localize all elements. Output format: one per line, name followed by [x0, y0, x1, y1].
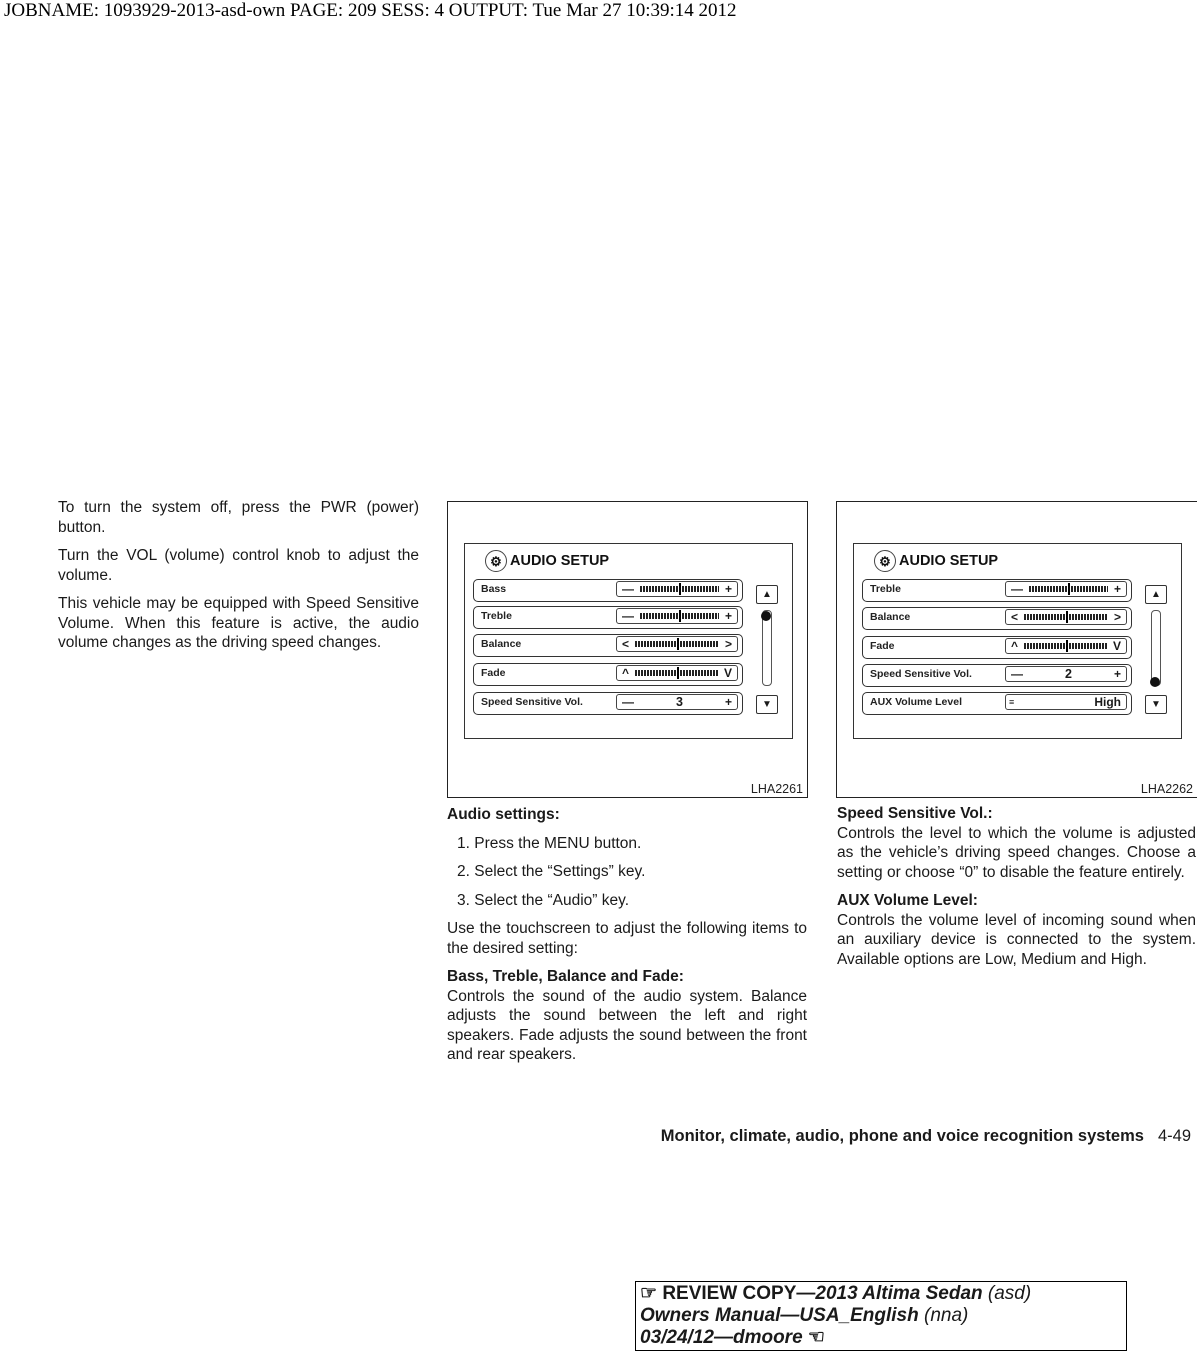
- speed-sensitive-stepper[interactable]: [616, 694, 738, 710]
- step-2: 2. Select the “Settings” key.: [457, 863, 646, 880]
- manual-name: Owners Manual—USA_English: [640, 1305, 919, 1326]
- level-indicator-icon: ≡: [1009, 697, 1015, 707]
- aux-volume-level-control[interactable]: [1005, 694, 1127, 710]
- figure-audio-setup-2: [836, 501, 1197, 798]
- pointing-hand-icon: ☞: [640, 1283, 658, 1304]
- scroll-up-icon[interactable]: ▲: [756, 585, 778, 604]
- aux-volume-body: Controls the volume level of incoming sound when an auxiliary device is connected to the system. Available options are Low, Medium and High.: [837, 911, 1196, 968]
- screen-title-text: AUDIO SETUP: [899, 553, 999, 569]
- decrease-icon[interactable]: —: [622, 609, 634, 623]
- treble-slider[interactable]: [616, 608, 738, 624]
- down-arrow-icon[interactable]: V: [1112, 639, 1121, 653]
- row-label: Fade: [481, 667, 506, 679]
- setting-row-bass[interactable]: [473, 579, 743, 602]
- right-column: [837, 804, 1196, 978]
- figure-label: LHA2261: [750, 782, 803, 796]
- treble-slider[interactable]: [1005, 581, 1127, 597]
- bass-treble-body: Controls the sound of the audio system. Balance adjusts the sound between the left and right speakers. Fade adjusts the sound between the front and rear speakers.: [447, 987, 807, 1063]
- settings-gear-icon: ⚙: [485, 550, 507, 572]
- increase-icon[interactable]: +: [1113, 582, 1121, 596]
- level-bar: [635, 670, 718, 676]
- level-bar: [640, 586, 719, 592]
- vehicle-name: 2013 Altima Sedan: [815, 1283, 983, 1304]
- row-label: Balance: [870, 611, 911, 623]
- screen-title: [485, 550, 609, 572]
- increase-icon[interactable]: +: [1113, 667, 1121, 681]
- settings-gear-icon: ⚙: [874, 550, 896, 572]
- fade-slider[interactable]: [1005, 638, 1127, 654]
- heading-audio-settings: Audio settings:: [447, 806, 560, 823]
- level-bar: [1029, 586, 1108, 592]
- setting-row-aux-volume[interactable]: [862, 692, 1132, 715]
- heading-speed-sensitive: Speed Sensitive Vol.:: [837, 805, 993, 822]
- step-3: 3. Select the “Audio” key.: [457, 891, 630, 909]
- fade-slider[interactable]: [616, 665, 738, 681]
- left-arrow-icon[interactable]: <: [622, 637, 630, 651]
- review-date-author: 03/24/12—dmoore: [640, 1327, 803, 1348]
- up-arrow-icon[interactable]: ^: [622, 666, 630, 680]
- paragraph-volume: Turn the VOL (volume) control knob to adjust the volume.: [58, 547, 419, 584]
- setting-row-balance[interactable]: [473, 634, 743, 657]
- instruction-text: Use the touchscreen to adjust the following items to the desired setting:: [447, 920, 807, 957]
- increase-icon[interactable]: +: [724, 582, 732, 596]
- row-label: Treble: [870, 583, 901, 595]
- left-column: [58, 498, 419, 662]
- decrease-icon[interactable]: —: [622, 695, 634, 709]
- heading-bass-treble: Bass, Treble, Balance and Fade:: [447, 968, 684, 985]
- setting-row-balance[interactable]: [862, 607, 1132, 630]
- row-label: Speed Sensitive Vol.: [870, 668, 972, 680]
- increase-icon[interactable]: +: [724, 695, 732, 709]
- setting-row-speed-sensitive[interactable]: [862, 664, 1132, 687]
- review-label: REVIEW COPY—: [662, 1283, 816, 1304]
- down-arrow-icon[interactable]: V: [723, 666, 732, 680]
- review-copy-box: [635, 1281, 1127, 1351]
- job-header: JOBNAME: 1093929-2013-asd-own PAGE: 209 SESS: 4 OUTPUT: Tue Mar 27 10:39:14 2012: [4, 0, 737, 21]
- decrease-icon[interactable]: —: [622, 582, 634, 596]
- paragraph-power: To turn the system off, press the PWR (power) button.: [58, 499, 419, 536]
- balance-slider[interactable]: [616, 636, 738, 652]
- balance-slider[interactable]: [1005, 609, 1127, 625]
- manual-code: (nna): [918, 1305, 969, 1326]
- right-arrow-icon[interactable]: >: [724, 637, 732, 651]
- left-arrow-icon[interactable]: <: [1011, 610, 1019, 624]
- level-bar: [1024, 643, 1107, 649]
- heading-aux-volume: AUX Volume Level:: [837, 892, 978, 909]
- screen-title: [874, 550, 998, 572]
- scroll-up-icon[interactable]: ▲: [1145, 585, 1167, 604]
- stepper-value: 2: [1065, 667, 1072, 681]
- setting-row-treble[interactable]: [473, 606, 743, 629]
- section-title: Monitor, climate, audio, phone and voice recognition systems: [660, 1127, 1144, 1145]
- scrollbar-thumb[interactable]: [1150, 677, 1160, 687]
- aux-volume-value: High: [1094, 695, 1121, 709]
- up-arrow-icon[interactable]: ^: [1011, 639, 1019, 653]
- level-bar: [640, 613, 719, 619]
- speed-sensitive-stepper[interactable]: [1005, 666, 1127, 682]
- scrollbar-track[interactable]: [762, 610, 772, 686]
- vehicle-code: (asd): [982, 1283, 1032, 1304]
- decrease-icon[interactable]: —: [1011, 582, 1023, 596]
- audio-setup-screen-2: [853, 543, 1182, 739]
- level-bar: [1024, 614, 1108, 620]
- scroll-down-icon[interactable]: ▼: [1145, 695, 1167, 714]
- scrollbar-track[interactable]: [1151, 610, 1161, 686]
- speed-sensitive-body: Controls the level to which the volume is adjusted as the vehicle’s driving speed changes. Choose a setting or choose “0” to disable the feature entirely.: [837, 824, 1196, 881]
- setting-row-fade[interactable]: [473, 663, 743, 686]
- row-label: Balance: [481, 638, 522, 650]
- scrollbar-thumb[interactable]: [761, 611, 771, 621]
- level-bar: [635, 641, 719, 647]
- page-number: 4-49: [1157, 1127, 1191, 1145]
- row-label: AUX Volume Level: [870, 696, 962, 708]
- screen-title-text: AUDIO SETUP: [510, 553, 610, 569]
- decrease-icon[interactable]: —: [1011, 667, 1023, 681]
- step-1: 1. Press the MENU button.: [457, 834, 642, 852]
- pointing-hand-left-icon: ☜: [807, 1327, 825, 1348]
- bass-slider[interactable]: [616, 581, 738, 597]
- setting-row-fade[interactable]: [862, 636, 1132, 659]
- row-label: Treble: [481, 610, 512, 622]
- figure-label: LHA2262: [1140, 782, 1193, 796]
- row-label: Speed Sensitive Vol.: [481, 696, 583, 708]
- stepper-value: 3: [676, 695, 683, 709]
- setting-row-treble[interactable]: [862, 579, 1132, 602]
- increase-icon[interactable]: +: [724, 609, 732, 623]
- paragraph-speed-sensitive: This vehicle may be equipped with Speed Sensitive Volume. When this feature is active, the audio volume changes as the driving speed changes.: [58, 595, 419, 651]
- row-label: Fade: [870, 640, 895, 652]
- page-footer: [661, 1127, 1191, 1146]
- right-arrow-icon[interactable]: >: [1113, 610, 1121, 624]
- scroll-down-icon[interactable]: ▼: [756, 695, 778, 714]
- audio-setup-screen-1: [464, 543, 793, 739]
- setting-row-speed-sensitive[interactable]: [473, 692, 743, 715]
- middle-column: [447, 805, 807, 1065]
- row-label: Bass: [481, 583, 507, 595]
- figure-audio-setup-1: [447, 501, 808, 798]
